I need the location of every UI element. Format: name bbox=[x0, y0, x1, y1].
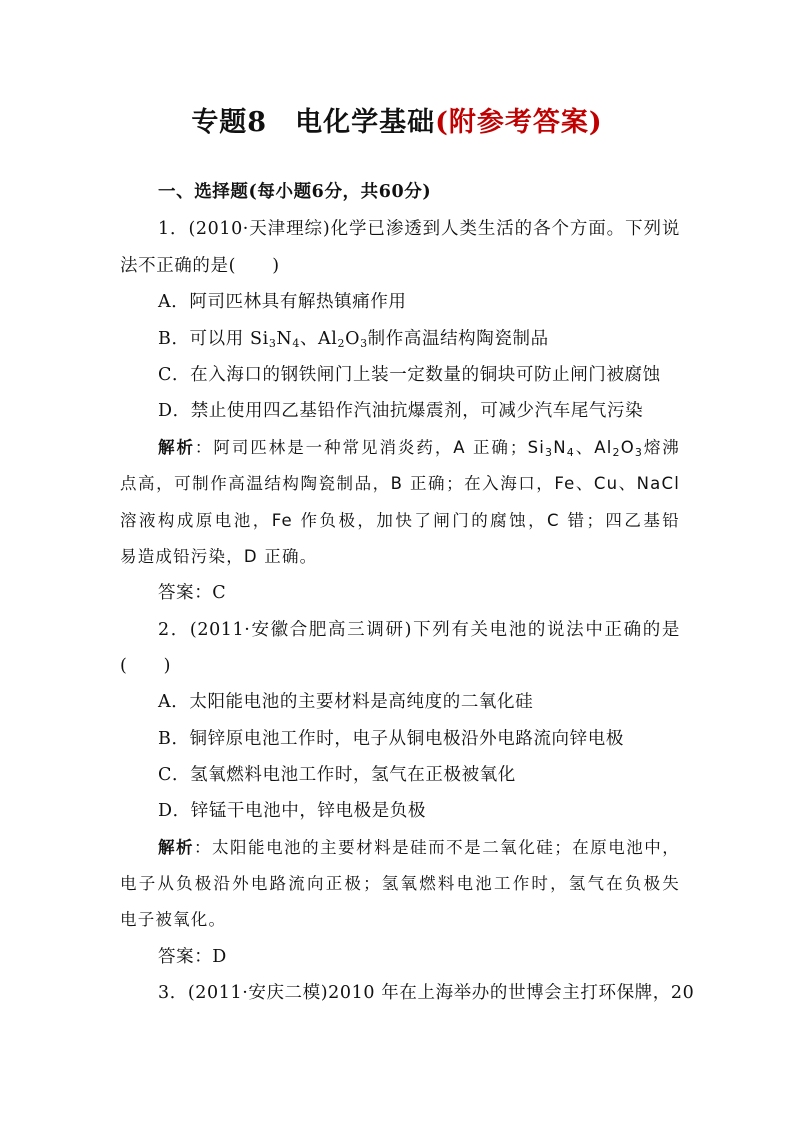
analysis-label: 解析 bbox=[158, 438, 195, 457]
q2-option-c: C．氢氧燃料电池工作时，氢气在正极被氧化 bbox=[158, 765, 516, 785]
analysis-label: 解析 bbox=[158, 838, 195, 857]
q1-analysis-line4: 易造成铅污染，D 正确。 bbox=[120, 547, 318, 566]
q1-analysis-line1: 解析：阿司匹林是一种常见消炎药，A 正确；$Si_3N_4$、$Al_2O_3$熔沸 bbox=[158, 438, 680, 459]
q2-option-b: B．铜锌原电池工作时，电子从铜电极沿外电路流向锌电极 bbox=[158, 729, 624, 749]
q1-analysis-line2: 点高，可制作高温结构陶瓷制品，B 正确；在入海口，Fe、Cu、NaCl bbox=[120, 474, 680, 493]
q2-analysis-line3: 电子被氧化。 bbox=[120, 910, 227, 929]
page-title bbox=[0, 100, 794, 139]
section-heading: 一、选择题(每小题6分，共60分) bbox=[158, 182, 432, 202]
q2-option-d: D．锌锰干电池中，锌电极是负极 bbox=[158, 801, 427, 821]
q3-stem-line1: 3．(2011·安庆二模)2010 年在上海举办的世博会主打环保牌，20 bbox=[158, 983, 695, 1003]
title-main: 专题8 电化学基础 bbox=[191, 107, 436, 138]
q1-stem-line1: 1．(2010·天津理综)化学已渗透到人类生活的各个方面。下列说 bbox=[158, 219, 680, 239]
q1-stem-line2: 法不正确的是( ) bbox=[120, 256, 280, 276]
q1-option-a: A．阿司匹林具有解热镇痛作用 bbox=[158, 292, 407, 312]
q1-option-d: D．禁止使用四乙基铅作汽油抗爆震剂，可减少汽车尾气污染 bbox=[158, 401, 644, 421]
q1-analysis-line3: 溶液构成原电池，Fe 作负极，加快了闸门的腐蚀，C 错；四乙基铅 bbox=[120, 511, 680, 530]
q2-analysis-line1: 解析：太阳能电池的主要材料是硅而不是二氧化硅；在原电池中， bbox=[158, 838, 680, 857]
q2-stem-line1: 2．(2011·安徽合肥高三调研)下列有关电池的说法中正确的是 bbox=[158, 620, 680, 640]
q1-answer: 答案：C bbox=[158, 583, 227, 603]
q1-option-c: C．在入海口的钢铁闸门上装一定数量的铜块可防止闸门被腐蚀 bbox=[158, 365, 661, 385]
q2-option-a: A．太阳能电池的主要材料是高纯度的二氧化硅 bbox=[158, 692, 534, 712]
q2-stem-line2: ( ) bbox=[120, 656, 172, 676]
q2-analysis-line2: 电子从负极沿外电路流向正极；氢氧燃料电池工作时，氢气在负极失 bbox=[120, 874, 680, 893]
title-answer-note: (附参考答案) bbox=[435, 107, 603, 138]
q1-option-b: B．可以用 $Si_3N_4$、$Al_2O_3$制作高温结构陶瓷制品 bbox=[158, 329, 549, 350]
q2-answer: 答案：D bbox=[158, 947, 227, 967]
